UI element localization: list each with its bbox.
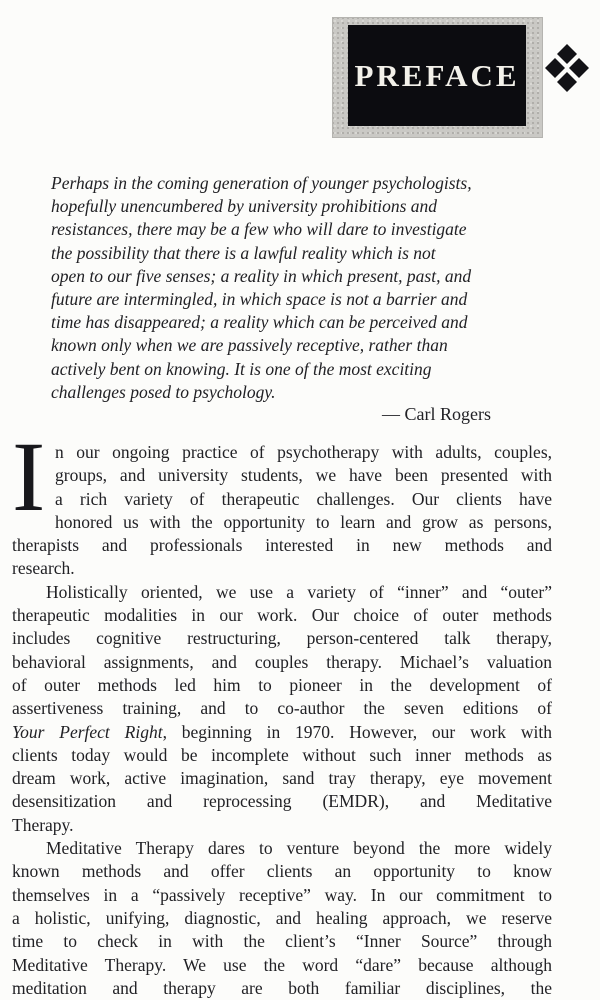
epigraph-line: known only when we are passively receptive, rather than: [51, 335, 448, 356]
text-line: themselves in a “passively receptive” way. In our commitment to: [12, 884, 552, 905]
text-line: dream work, active imagination, sand tray therapy, eye movement: [12, 768, 552, 789]
text-line: a holistic, unifying, diagnostic, and healing approach, we reserve: [12, 907, 552, 928]
chapter-title-plate-frame: [332, 17, 543, 138]
text-line: research.: [12, 558, 75, 579]
drop-cap: I: [12, 421, 46, 532]
text-line: meditation and therapy are both familiar disciplines, the: [12, 977, 552, 998]
four-diamond-ornament-icon: [545, 43, 589, 93]
text-line: known methods and offer clients an opportunity to know: [12, 861, 552, 882]
epigraph-line: the possibility that there is a lawful reality which is not: [51, 242, 436, 263]
text-line: of outer methods led him to pioneer in the development of: [12, 674, 552, 695]
epigraph-line: resistances, there may be a few who will dare to investigate: [51, 219, 467, 240]
text-line: Meditative Therapy. We use the word “dare” because although: [12, 954, 552, 975]
epigraph-line: future are intermingled, in which space is not a barrier and: [51, 289, 468, 310]
text-line: a rich variety of therapeutic challenges. Our clients have: [55, 488, 552, 509]
preface-body-text: [12, 421, 552, 1000]
chapter-title-plate: [348, 25, 526, 126]
text-line: therapists and professionals interested in new methods and: [12, 535, 552, 556]
epigraph-quote: [51, 172, 521, 404]
paragraph: [12, 837, 552, 1000]
epigraph-line: time has disappeared; a reality which can be perceived and: [51, 312, 468, 333]
text-line: honored us with the opportunity to learn and grow as persons,: [55, 511, 552, 532]
paragraph: [12, 421, 552, 581]
epigraph-line: Perhaps in the coming generation of younger psychologists,: [51, 173, 472, 193]
chapter-title: PREFACE: [354, 57, 520, 93]
text-line: time to check in with the client’s “Inner Source” through: [12, 931, 552, 952]
epigraph-line: actively bent on knowing. It is one of the most exciting: [51, 358, 432, 379]
text-line: Holistically oriented, we use a variety of “inner” and “outer”: [46, 581, 552, 602]
text-line: clients today would be incomplete without such inner methods as: [12, 744, 552, 765]
text-line: includes cognitive restructuring, person-centered talk therapy,: [12, 628, 552, 649]
text-line: groups, and university students, we have been presented with: [55, 465, 552, 486]
text-line: Your Perfect Right, beginning in 1970. However, our work with: [12, 721, 552, 742]
text-line: Therapy.: [12, 814, 74, 835]
text-line: desensitization and reprocessing (EMDR), and Meditative: [12, 791, 552, 812]
text-line: Meditative Therapy dares to venture beyond the more widely: [46, 838, 552, 859]
epigraph-line: hopefully unencumbered by university prohibitions and: [51, 196, 438, 217]
paragraph: [12, 581, 552, 837]
text-line: n our ongoing practice of psychotherapy with adults, couples,: [55, 442, 552, 462]
epigraph-line: challenges posed to psychology.: [51, 381, 276, 402]
text-line: assertiveness training, and to co-author the seven editions of: [12, 698, 552, 719]
epigraph-line: open to our five senses; a reality in which present, past, and: [51, 265, 472, 286]
text-line: therapeutic modalities in our work. Our choice of outer methods: [12, 605, 552, 626]
epigraph-attribution: — Carl Rogers: [382, 404, 491, 424]
text-line: behavioral assignments, and couples therapy. Michael’s valuation: [12, 651, 552, 672]
